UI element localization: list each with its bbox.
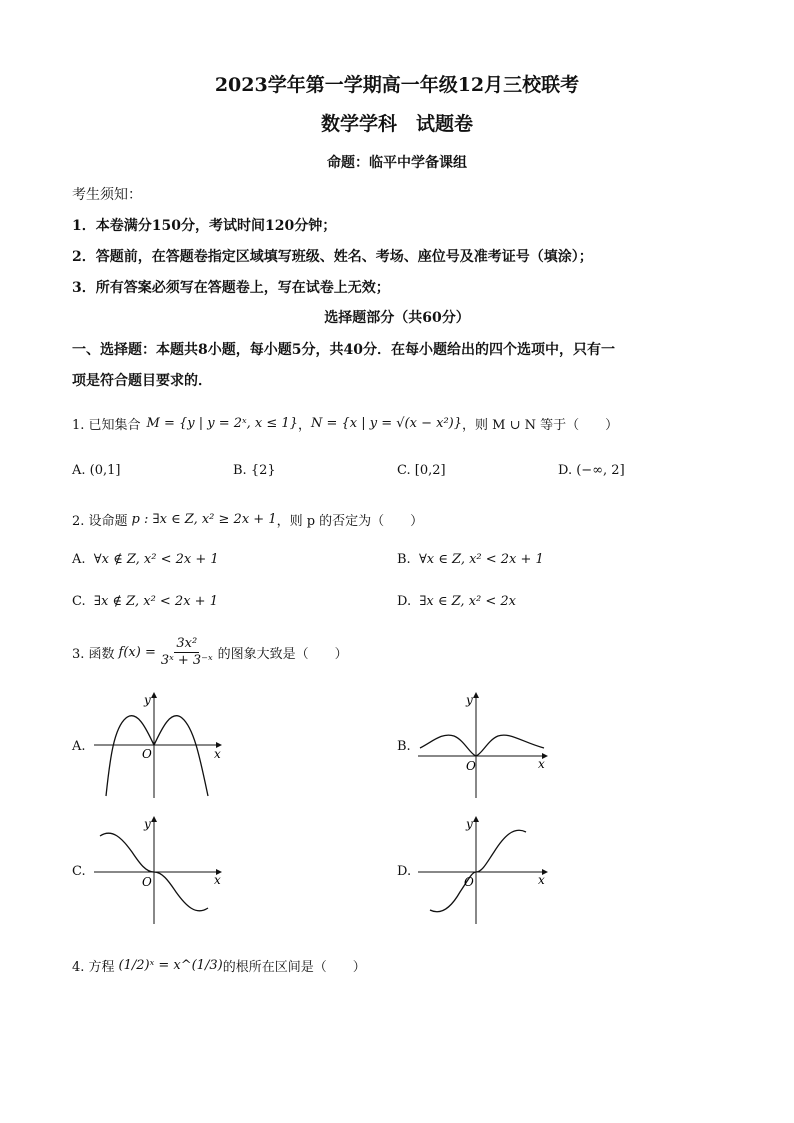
q1-prefix: 1. 已知集合	[72, 418, 141, 433]
y-axis-arrow	[151, 816, 157, 822]
graph-a[interactable]	[88, 688, 228, 800]
q4-equation: (1/2)ˣ = x^(1/3)	[118, 958, 223, 973]
exam-subtitle: 数学学科 试题卷	[320, 113, 473, 135]
x-label: x	[214, 873, 221, 887]
notice-item: 3．所有答案必须写在答题卷上，写在试卷上无效；	[72, 280, 390, 296]
x-label: x	[214, 747, 221, 761]
y-label: y	[466, 693, 473, 707]
x-label: x	[538, 757, 545, 771]
y-axis-arrow	[151, 692, 157, 698]
q4-suffix: 的根所在区间是（ ）	[222, 960, 366, 975]
q3-option-b[interactable]: B.	[397, 739, 411, 754]
q4-prefix: 4. 方程	[72, 960, 115, 975]
origin-label: O	[142, 747, 152, 761]
q3-option-c[interactable]: C.	[72, 864, 86, 879]
q1-set-n: N = {x | y = √(x − x²)}	[310, 416, 462, 431]
q3-denominator: 3ˣ + 3⁻ˣ	[160, 653, 213, 668]
exam-title: 2023学年第一学期高一年级12月三校联考	[214, 74, 580, 96]
q2-option-d[interactable]: D. ∃x ∈ Z, x² < 2x	[397, 594, 517, 609]
notice-heading: 考生须知：	[72, 187, 142, 203]
q2-prefix: 2. 设命题	[72, 514, 128, 529]
graph-d[interactable]	[414, 812, 554, 926]
q1-set-m: M = {y | y = 2ˣ, x ≤ 1}	[146, 416, 298, 431]
q3-option-a[interactable]: A.	[72, 739, 86, 754]
q1-option-a[interactable]: A. (0,1]	[72, 463, 121, 478]
q2-option-a[interactable]: A. ∀x ∉ Z, x² < 2x + 1	[72, 552, 219, 567]
y-axis-arrow	[473, 816, 479, 822]
q3-fraction	[159, 636, 215, 669]
y-axis-arrow	[473, 692, 479, 698]
q2-proposition: p : ∃x ∈ Z, x² ≥ 2x + 1	[131, 512, 277, 527]
question-1	[72, 414, 618, 433]
q3-prefix: 3. 函数	[72, 647, 115, 662]
curve	[430, 830, 526, 912]
section-instruction: 一、选择题：本题共8小题，每小题5分，共40分．在每小题给出的四个选项中，只有一	[72, 342, 615, 358]
exam-author: 命题：临平中学备课组	[327, 155, 467, 171]
q2-option-c[interactable]: C. ∃x ∉ Z, x² < 2x + 1	[72, 594, 218, 609]
q2-suffix: ，则 p 的否定为（ ）	[276, 514, 424, 529]
q1-comma: ，	[297, 418, 311, 433]
question-3	[72, 636, 348, 669]
y-label: y	[144, 817, 151, 831]
origin-label: O	[142, 875, 152, 889]
q1-option-c[interactable]: C. [0,2]	[397, 463, 446, 478]
q2-option-b[interactable]: B. ∀x ∈ Z, x² < 2x + 1	[397, 552, 544, 567]
question-2	[72, 510, 423, 529]
section-instruction: 项是符合题目要求的．	[72, 373, 212, 389]
y-label: y	[466, 817, 473, 831]
origin-label: O	[464, 875, 474, 889]
q3-suffix: 的图象大致是（ ）	[217, 647, 348, 662]
graph-c[interactable]	[88, 812, 228, 926]
q3-function: f(x) =	[118, 645, 156, 660]
q3-option-d[interactable]: D.	[397, 864, 412, 879]
question-4	[72, 956, 366, 975]
q1-option-d[interactable]: D. (−∞, 2]	[558, 463, 625, 478]
q1-suffix: ，则 M ∪ N 等于（ ）	[462, 418, 619, 433]
q3-numerator: 3x²	[176, 636, 198, 651]
curve	[420, 735, 544, 756]
x-label: x	[538, 873, 545, 887]
notice-item: 2．答题前，在答题卷指定区域填写班级、姓名、考场、座位号及准考证号（填涂）；	[72, 249, 593, 265]
graph-b[interactable]	[414, 688, 554, 800]
section-title: 选择题部分（共60分）	[324, 310, 470, 326]
notice-item: 1．本卷满分150分，考试时间120分钟；	[72, 218, 337, 234]
q1-option-b[interactable]: B. {2}	[233, 463, 276, 478]
y-label: y	[144, 693, 151, 707]
origin-label: O	[466, 759, 476, 773]
curve	[106, 716, 208, 796]
